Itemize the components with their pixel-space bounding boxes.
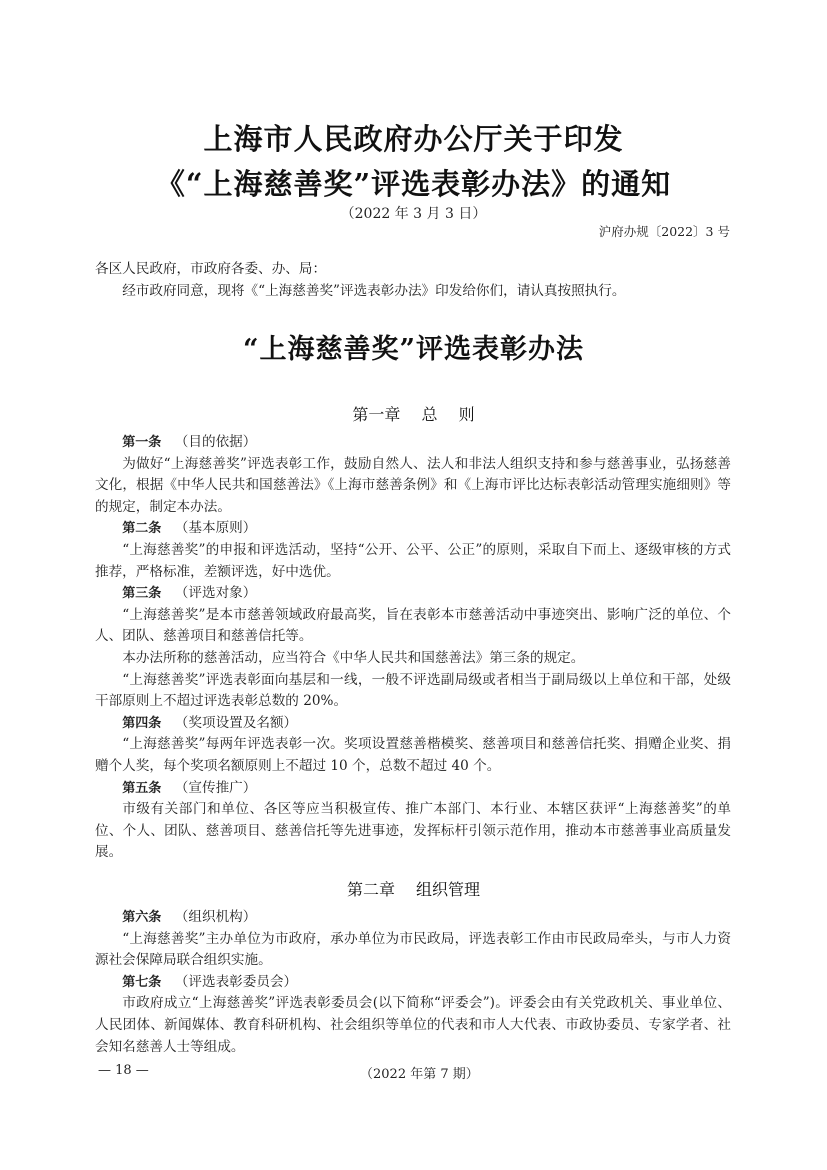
article-topic: （奖项设置及名额） xyxy=(174,714,298,731)
article-label: 第五条 xyxy=(122,780,162,796)
article-label: 第七条 xyxy=(122,974,162,990)
article-heading xyxy=(95,713,731,735)
article-paragraph: 市政府成立“上海慈善奖”评选表彰委员会(以下简称“评委会”)。评委会由有关党政机关、事业单位、人民团体、新闻媒体、教育科研机构、社会组织等单位的代表和市人大代表、市政协委员、专家学者、社会知名慈善人士等组成。 xyxy=(95,995,731,1055)
article-paragraph: “上海慈善奖”的申报和评选活动，坚持“公开、公平、公正”的原则，采取自下而上、逐级审核的方式推荐，严格标准，差额评选，好中选优。 xyxy=(95,541,731,580)
article-heading xyxy=(95,972,731,994)
notice-title-line-1: 上海市人民政府办公厅关于印发 xyxy=(203,122,624,156)
article-paragraph: 市级有关部门和单位、各区等应当积极宣传、推广本部门、本行业、本辖区获评“上海慈善奖”的单位、个人、团队、慈善项目、慈善信托等先进事迹，发挥标杆引领示范作用，推动本市慈善事业高质量发展。 xyxy=(95,801,731,861)
article-paragraph: “上海慈善奖”评选表彰面向基层和一线，一般不评选副局级或者相当于副局级以上单位和干部，处级干部原则上不超过评选表彰总数的 20%。 xyxy=(95,671,731,710)
article-topic: （组织机构） xyxy=(174,909,257,925)
notice-title-line-2: 《“上海慈善奖”评选表彰办法》的通知 xyxy=(155,167,672,201)
article-label: 第四条 xyxy=(122,715,162,731)
article-topic: （目的依据） xyxy=(174,434,257,450)
article-paragraph: “上海慈善奖”每两年评选表彰一次。奖项设置慈善楷模奖、慈善项目和慈善信托奖、捐赠企业奖、捐赠个人奖，每个奖项名额原则上不超过 10 个，总数不超过 40 个。 xyxy=(95,736,731,774)
issue-label: （2022 年第 7 期） xyxy=(360,1067,479,1082)
article-heading xyxy=(95,778,731,800)
article-label: 第二条 xyxy=(122,521,162,537)
notice-date: （2022 年 3 月 3 日） xyxy=(340,206,487,222)
document-number: 沪府办规〔2022〕3 号 xyxy=(598,224,730,239)
article-paragraph: “上海慈善奖”主办单位为市政府，承办单位为市民政局，评选表彰工作由市民政局牵头，与市人力资源社会保障局联合组织实施。 xyxy=(95,930,731,969)
notice-paragraph: 经市政府同意，现将《“上海慈善奖”评选表彰办法》印发给你们，请认真按照执行。 xyxy=(122,282,626,299)
article-heading xyxy=(95,518,731,540)
article-label: 第三条 xyxy=(122,586,162,602)
article-topic: （评选表彰委员会） xyxy=(174,973,298,990)
article-heading xyxy=(95,432,731,454)
notice-body xyxy=(95,259,731,302)
chapter-2-content xyxy=(95,907,731,1058)
measures-title: “上海慈善奖”评选表彰办法 xyxy=(242,334,585,365)
article-heading xyxy=(95,583,731,605)
article-paragraph: 本办法所称的慈善活动，应当符合《中华人民共和国慈善法》第三条的规定。 xyxy=(122,649,585,666)
chapter-heading: 第二章 组织管理 xyxy=(346,880,481,899)
article-paragraph: 为做好“上海慈善奖”评选表彰工作，鼓励自然人、法人和非法人组织支持和参与慈善事业，弘扬慈善文化，根据《中华人民共和国慈善法》《上海市慈善条例》和《上海市评比达标表彰活动管理实施细则》等的规定，制定本办法。 xyxy=(95,455,731,515)
article-topic: （评选对象） xyxy=(174,585,257,602)
page-number: — 18 — xyxy=(98,1063,149,1078)
article-paragraph: “上海慈善奖”是本市慈善领域政府最高奖，旨在表彰本市慈善活动中事迹突出、影响广泛的单位、个人、团队、慈善项目和慈善信托等。 xyxy=(95,606,731,645)
article-heading xyxy=(95,907,731,929)
article-topic: （宣传推广） xyxy=(174,779,257,796)
article-label: 第一条 xyxy=(122,435,162,450)
chapter-heading: 第一章 总 则 xyxy=(352,405,475,424)
article-label: 第六条 xyxy=(122,910,162,925)
article-topic: （基本原则） xyxy=(174,520,257,537)
chapter-1-content xyxy=(95,432,731,864)
salutation: 各区人民政府，市政府各委、办、局： xyxy=(95,261,327,277)
